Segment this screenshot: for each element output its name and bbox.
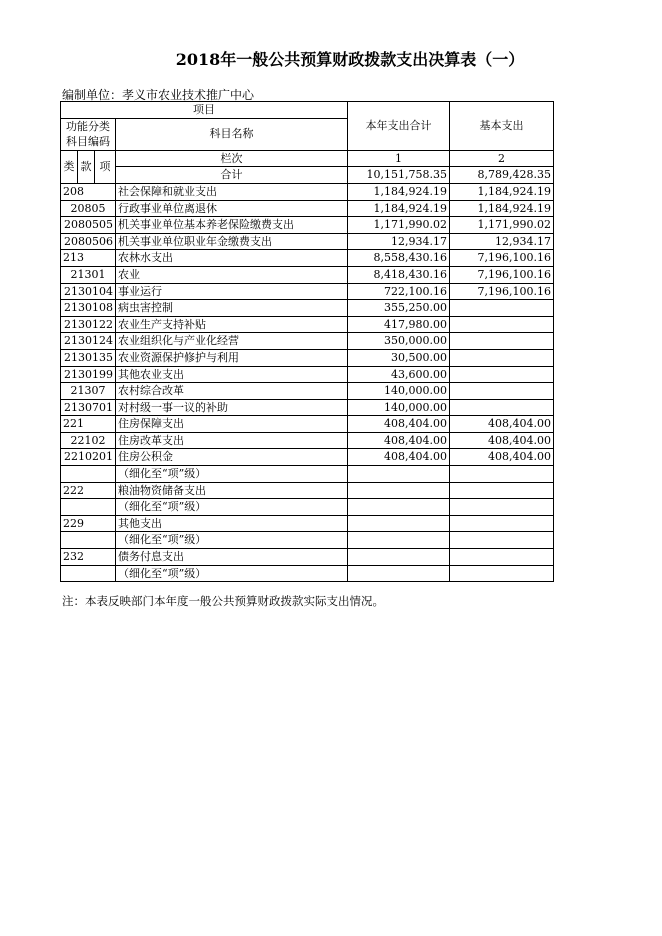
header-row-1 bbox=[61, 102, 554, 119]
header-subject-name: 科目名称 bbox=[116, 118, 348, 150]
row-basic bbox=[450, 565, 554, 582]
row-code: 2130122 bbox=[61, 316, 116, 333]
table-row bbox=[61, 482, 554, 499]
row-code: 2210201 bbox=[61, 449, 116, 466]
row-basic bbox=[450, 383, 554, 400]
row-total bbox=[348, 482, 450, 499]
row-total: 408,404.00 bbox=[348, 416, 450, 433]
row-subject-name: 病虫害控制 bbox=[116, 300, 348, 317]
row-code: 21301 bbox=[61, 266, 116, 283]
row-total: 1,184,924.19 bbox=[348, 200, 450, 217]
row-subject-name: 债务付息支出 bbox=[116, 549, 348, 566]
row-subject-name: 农村综合改革 bbox=[116, 383, 348, 400]
row-subject-name: 机关事业单位基本养老保险缴费支出 bbox=[116, 217, 348, 234]
row-basic bbox=[450, 499, 554, 516]
row-total: 1,171,990.02 bbox=[348, 217, 450, 234]
row-basic: 7,196,100.16 bbox=[450, 250, 554, 267]
row-code: 222 bbox=[61, 482, 116, 499]
row-basic: 1,184,924.19 bbox=[450, 183, 554, 200]
total-amount: 10,151,758.35 bbox=[348, 167, 450, 184]
table-row bbox=[61, 532, 554, 549]
reporting-unit: 编制单位：孝义市农业技术推广中心 bbox=[62, 88, 255, 102]
row-total bbox=[348, 499, 450, 516]
row-code: 2130124 bbox=[61, 333, 116, 350]
header-total-col: 本年支出合计 bbox=[348, 102, 450, 151]
header-row-4 bbox=[61, 150, 554, 167]
table-row bbox=[61, 183, 554, 200]
row-subject-name: （细化至“项”级） bbox=[116, 466, 348, 483]
row-basic: 408,404.00 bbox=[450, 416, 554, 433]
row-total: 8,418,430.16 bbox=[348, 266, 450, 283]
table-row bbox=[61, 499, 554, 516]
table-row bbox=[61, 250, 554, 267]
row-total bbox=[348, 549, 450, 566]
row-total bbox=[348, 532, 450, 549]
row-subject-name: 农业 bbox=[116, 266, 348, 283]
row-basic bbox=[450, 399, 554, 416]
row-basic bbox=[450, 333, 554, 350]
header-col2: 2 bbox=[450, 150, 554, 167]
row-subject-name: 住房公积金 bbox=[116, 449, 348, 466]
header-kuan: 款 bbox=[78, 150, 95, 183]
header-func-class-line2: 科目编码 bbox=[66, 135, 110, 149]
row-total: 140,000.00 bbox=[348, 399, 450, 416]
row-subject-name: （细化至“项”级） bbox=[116, 532, 348, 549]
row-subject-name: 粮油物资储备支出 bbox=[116, 482, 348, 499]
table-row bbox=[61, 432, 554, 449]
row-subject-name: 农林水支出 bbox=[116, 250, 348, 267]
page-title: 2018年一般公共预算财政拨款支出决算表（一） bbox=[175, 50, 525, 69]
row-basic bbox=[450, 349, 554, 366]
row-total: 417,980.00 bbox=[348, 316, 450, 333]
header-col1: 1 bbox=[348, 150, 450, 167]
row-code bbox=[61, 565, 116, 582]
row-code: 2080505 bbox=[61, 217, 116, 234]
row-basic: 408,404.00 bbox=[450, 432, 554, 449]
row-code: 21307 bbox=[61, 383, 116, 400]
row-code: 22102 bbox=[61, 432, 116, 449]
table-row bbox=[61, 283, 554, 300]
footnote: 注：本表反映部门本年度一般公共预算财政拨款实际支出情况。 bbox=[62, 594, 384, 608]
row-total: 140,000.00 bbox=[348, 383, 450, 400]
row-total: 12,934.17 bbox=[348, 233, 450, 250]
row-code: 208 bbox=[61, 183, 116, 200]
header-lanci: 栏次 bbox=[116, 150, 348, 167]
row-basic bbox=[450, 515, 554, 532]
header-xiang: 项 bbox=[95, 150, 116, 183]
table-row bbox=[61, 416, 554, 433]
row-code: 232 bbox=[61, 549, 116, 566]
row-basic: 1,171,990.02 bbox=[450, 217, 554, 234]
row-subject-name: 社会保障和就业支出 bbox=[116, 183, 348, 200]
expenditure-table bbox=[60, 101, 554, 582]
row-basic bbox=[450, 532, 554, 549]
row-code: 2080506 bbox=[61, 233, 116, 250]
row-subject-name: 农业组织化与产业化经营 bbox=[116, 333, 348, 350]
table-row bbox=[61, 515, 554, 532]
row-subject-name: 对村级一事一议的补助 bbox=[116, 399, 348, 416]
table-row bbox=[61, 349, 554, 366]
row-basic: 7,196,100.16 bbox=[450, 266, 554, 283]
row-total: 30,500.00 bbox=[348, 349, 450, 366]
row-subject-name: 行政事业单位离退休 bbox=[116, 200, 348, 217]
row-code: 2130199 bbox=[61, 366, 116, 383]
row-total: 350,000.00 bbox=[348, 333, 450, 350]
row-basic bbox=[450, 549, 554, 566]
table-row bbox=[61, 333, 554, 350]
header-item: 项目 bbox=[61, 102, 348, 119]
table-row bbox=[61, 449, 554, 466]
row-subject-name: 农业生产支持补贴 bbox=[116, 316, 348, 333]
row-code bbox=[61, 466, 116, 483]
table-row bbox=[61, 399, 554, 416]
row-basic: 1,184,924.19 bbox=[450, 200, 554, 217]
row-basic bbox=[450, 466, 554, 483]
table-row bbox=[61, 266, 554, 283]
row-subject-name: 住房改革支出 bbox=[116, 432, 348, 449]
row-code: 2130135 bbox=[61, 349, 116, 366]
row-code: 221 bbox=[61, 416, 116, 433]
row-basic: 12,934.17 bbox=[450, 233, 554, 250]
row-subject-name: 住房保障支出 bbox=[116, 416, 348, 433]
row-code bbox=[61, 499, 116, 516]
row-basic: 7,196,100.16 bbox=[450, 283, 554, 300]
table-row bbox=[61, 466, 554, 483]
table-row bbox=[61, 233, 554, 250]
row-total: 43,600.00 bbox=[348, 366, 450, 383]
row-subject-name: 其他农业支出 bbox=[116, 366, 348, 383]
row-basic bbox=[450, 300, 554, 317]
row-total bbox=[348, 466, 450, 483]
row-subject-name: （细化至“项”级） bbox=[116, 499, 348, 516]
row-basic bbox=[450, 366, 554, 383]
table-row bbox=[61, 316, 554, 333]
total-row bbox=[61, 167, 554, 184]
header-func-class-line1: 功能分类 bbox=[66, 119, 110, 133]
row-total bbox=[348, 515, 450, 532]
total-basic: 8,789,428.35 bbox=[450, 167, 554, 184]
table-row bbox=[61, 549, 554, 566]
row-basic bbox=[450, 316, 554, 333]
row-total: 408,404.00 bbox=[348, 432, 450, 449]
table-row bbox=[61, 200, 554, 217]
row-subject-name: （细化至“项”级） bbox=[116, 565, 348, 582]
row-total bbox=[348, 565, 450, 582]
row-subject-name: 农业资源保护修护与利用 bbox=[116, 349, 348, 366]
table-row bbox=[61, 300, 554, 317]
row-code: 2130104 bbox=[61, 283, 116, 300]
header-lei: 类 bbox=[61, 150, 78, 183]
row-total: 722,100.16 bbox=[348, 283, 450, 300]
row-code: 229 bbox=[61, 515, 116, 532]
row-code: 2130108 bbox=[61, 300, 116, 317]
row-total: 355,250.00 bbox=[348, 300, 450, 317]
table-row bbox=[61, 366, 554, 383]
row-subject-name: 其他支出 bbox=[116, 515, 348, 532]
row-basic: 408,404.00 bbox=[450, 449, 554, 466]
row-code: 213 bbox=[61, 250, 116, 267]
row-total: 1,184,924.19 bbox=[348, 183, 450, 200]
row-total: 408,404.00 bbox=[348, 449, 450, 466]
row-total: 8,558,430.16 bbox=[348, 250, 450, 267]
row-subject-name: 事业运行 bbox=[116, 283, 348, 300]
table-row bbox=[61, 383, 554, 400]
row-basic bbox=[450, 482, 554, 499]
header-func-class bbox=[61, 118, 116, 150]
row-subject-name: 机关事业单位职业年金缴费支出 bbox=[116, 233, 348, 250]
row-code bbox=[61, 532, 116, 549]
row-code: 2130701 bbox=[61, 399, 116, 416]
table-row bbox=[61, 565, 554, 582]
table-row bbox=[61, 217, 554, 234]
total-label: 合计 bbox=[116, 167, 348, 184]
row-code: 20805 bbox=[61, 200, 116, 217]
header-basic-col: 基本支出 bbox=[450, 102, 554, 151]
